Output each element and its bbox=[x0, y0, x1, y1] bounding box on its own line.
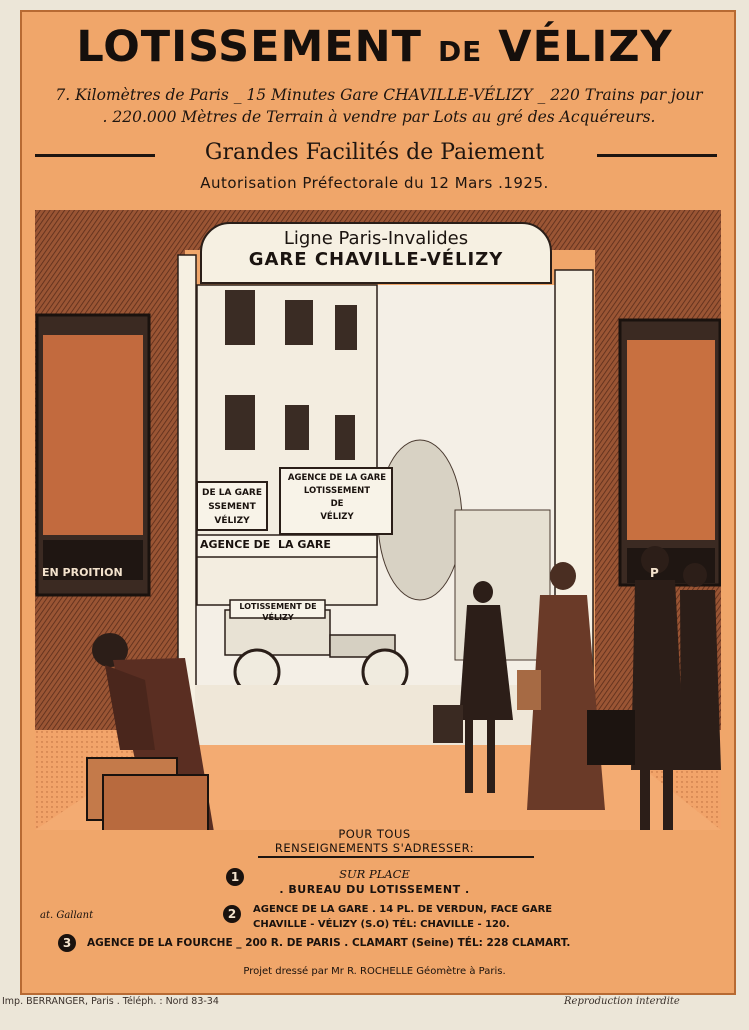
title-de: DE bbox=[437, 35, 483, 68]
item-3-marker: 3 bbox=[58, 934, 76, 952]
arch-line-2: GARE CHAVILLE-VÉLIZY bbox=[248, 249, 504, 270]
title-lotissement: LOTISSEMENT bbox=[76, 22, 422, 72]
item-1-bureau: . BUREAU DU LOTISSEMENT . bbox=[279, 883, 470, 896]
suitcase-2 bbox=[103, 775, 208, 830]
bus-sign-text bbox=[228, 601, 328, 623]
bus-sign-line-2: VÉLIZY bbox=[262, 613, 294, 622]
agence-sign-line-4: VÉLIZY bbox=[320, 512, 354, 522]
left-sign-line-3: VÉLIZY bbox=[214, 516, 250, 526]
agence-sign-line-2: LOTISSEMENT bbox=[303, 486, 371, 496]
right-poster-text: P bbox=[650, 566, 659, 580]
renseignements-heading: RENSEIGNEMENTS S'ADRESSER: bbox=[274, 841, 475, 855]
left-sign-line-1: DE LA GARE bbox=[201, 488, 263, 498]
item-1-marker: 1 bbox=[226, 868, 244, 886]
agence-sign-line-1: AGENCE DE LA GARE bbox=[287, 473, 387, 483]
pour-tous: POUR TOUS bbox=[338, 827, 411, 841]
arch-line-1: Ligne Paris-Invalides bbox=[283, 228, 469, 249]
projet-line: Projet dressé par Mr R. ROCHELLE Géomètre à Paris. bbox=[243, 966, 506, 977]
station-arch-sign bbox=[200, 222, 552, 284]
item-2-marker: 2 bbox=[223, 905, 241, 923]
agence-sign-text bbox=[283, 472, 391, 524]
poster-title bbox=[0, 22, 749, 72]
agence-band-right: LA GARE bbox=[278, 538, 331, 551]
subtitle-line-2: . 220.000 Mètres de Terrain à vendre par Lots au gré des Acquéreurs. bbox=[102, 108, 656, 126]
item-2-telephone: CHAVILLE - VÉLIZY (S.O) TÉL: CHAVILLE - 120. bbox=[253, 919, 510, 930]
item-3-fourche: AGENCE DE LA FOURCHE _ 200 R. DE PARIS . CLAMART (Seine) TÉL: 228 CLAMART. bbox=[87, 937, 571, 949]
bus-sign-line-1: LOTISSEMENT DE bbox=[239, 602, 317, 611]
left-poster-text: EN PROITION bbox=[42, 566, 123, 579]
title-velizy: VÉLIZY bbox=[498, 22, 673, 72]
artist-signature: at. Gallant bbox=[40, 910, 94, 921]
renseignements-underline bbox=[258, 856, 534, 858]
reproduction-notice: Reproduction interdite bbox=[564, 996, 680, 1007]
left-sign-text bbox=[198, 486, 266, 528]
facilites-heading: Grandes Facilités de Paiement bbox=[204, 140, 545, 165]
item-1-sur-place: SUR PLACE bbox=[339, 867, 410, 881]
autorisation-line: Autorisation Préfectorale du 12 Mars .1925. bbox=[200, 174, 549, 192]
item-2-address: AGENCE DE LA GARE . 14 PL. DE VERDUN, FACE GARE bbox=[253, 904, 553, 915]
agence-sign-line-3: DE bbox=[330, 499, 344, 509]
left-sign-line-2: SSEMENT bbox=[208, 502, 256, 512]
agence-band-left: AGENCE DE bbox=[200, 538, 271, 551]
imprimeur-line: Imp. BERRANGER, Paris . Téléph. : Nord 83-34 bbox=[2, 996, 219, 1007]
subtitle-line-1: 7. Kilomètres de Paris _ 15 Minutes Gare CHAVILLE-VÉLIZY _ 220 Trains par jour bbox=[55, 86, 703, 104]
